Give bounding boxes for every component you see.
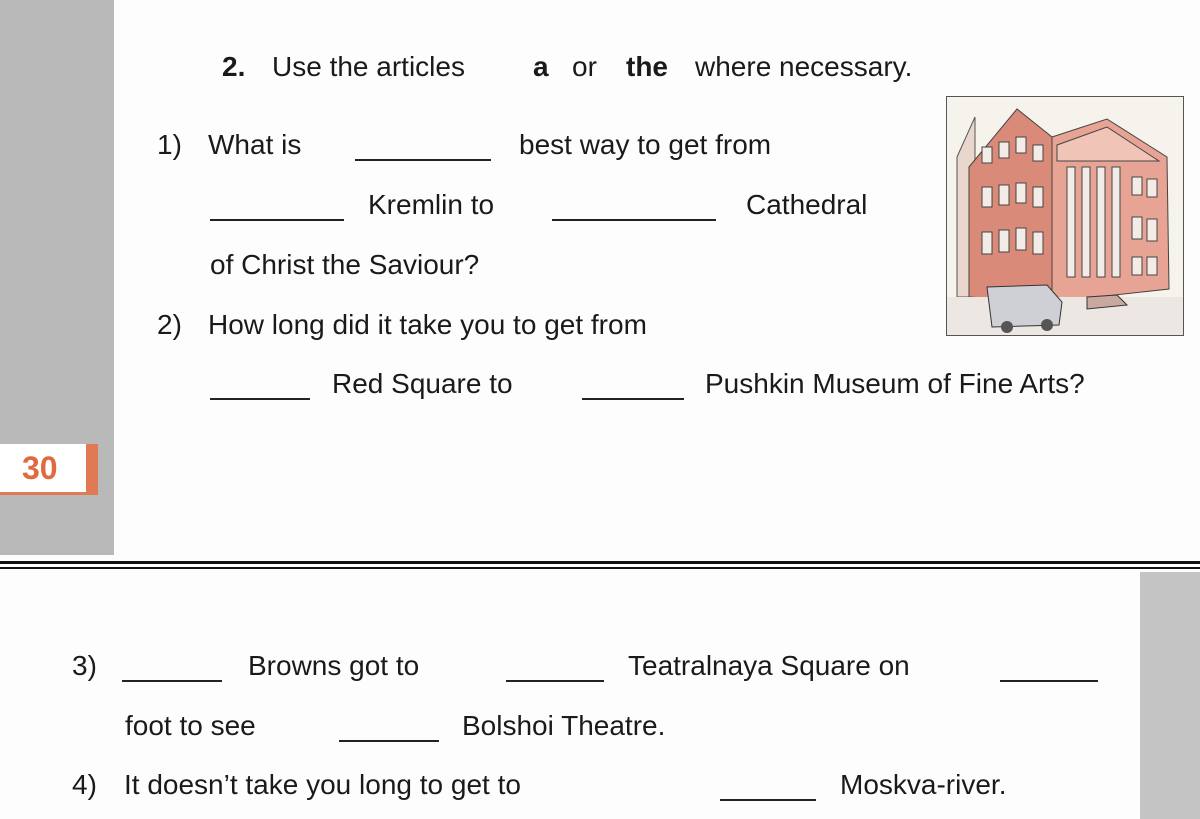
q1-part1: What is [208,129,302,160]
q1-number: 1) [157,129,182,160]
q1-part2: best way to get from [519,129,772,160]
q3-blank4[interactable] [339,739,439,742]
q1-blank2[interactable] [210,218,344,221]
page-number: 30 [22,450,58,486]
right-margin-strip [1140,572,1200,819]
task-text-use: Use the articles [272,51,465,82]
task-word-or: or [572,51,597,82]
q2-number: 2) [157,309,182,340]
q3-part3: foot to see [125,710,256,741]
q3-part1: Browns got to [248,650,420,681]
q2-part3: Pushkin Museum of Fine Arts? [705,368,1085,399]
page-divider-thin [0,567,1200,569]
q3-blank2[interactable] [506,679,604,682]
q1-part4: Cathedral [746,189,868,220]
q2-blank1[interactable] [210,397,310,400]
page-number-tab [0,444,100,496]
q2-blank2[interactable] [582,397,684,400]
q4-number: 4) [72,769,97,800]
article-the: the [626,51,668,82]
task-text-end: where necessary. [695,51,913,82]
q3-number: 3) [72,650,97,681]
q1-part5: of Christ the Saviour? [210,249,480,280]
task-number: 2. [222,51,246,82]
q1-part3: Kremlin to [368,189,495,220]
q4-part1: It doesn’t take you long to get to [124,769,521,800]
q3-blank1[interactable] [122,679,222,682]
q1-blank1[interactable] [355,158,491,161]
article-a: a [533,51,549,82]
q4-part2: Moskva-river. [840,769,1007,800]
q2-part1: How long did it take you to get from [208,309,647,340]
q3-part2: Teatralnaya Square on [628,650,910,681]
q1-blank3[interactable] [552,218,716,221]
page-divider [0,561,1200,564]
q2-part2: Red Square to [332,368,513,399]
q4-blank1[interactable] [720,798,816,801]
q3-part4: Bolshoi Theatre. [462,710,666,741]
building-illustration [946,96,1184,336]
q3-blank3[interactable] [1000,679,1098,682]
